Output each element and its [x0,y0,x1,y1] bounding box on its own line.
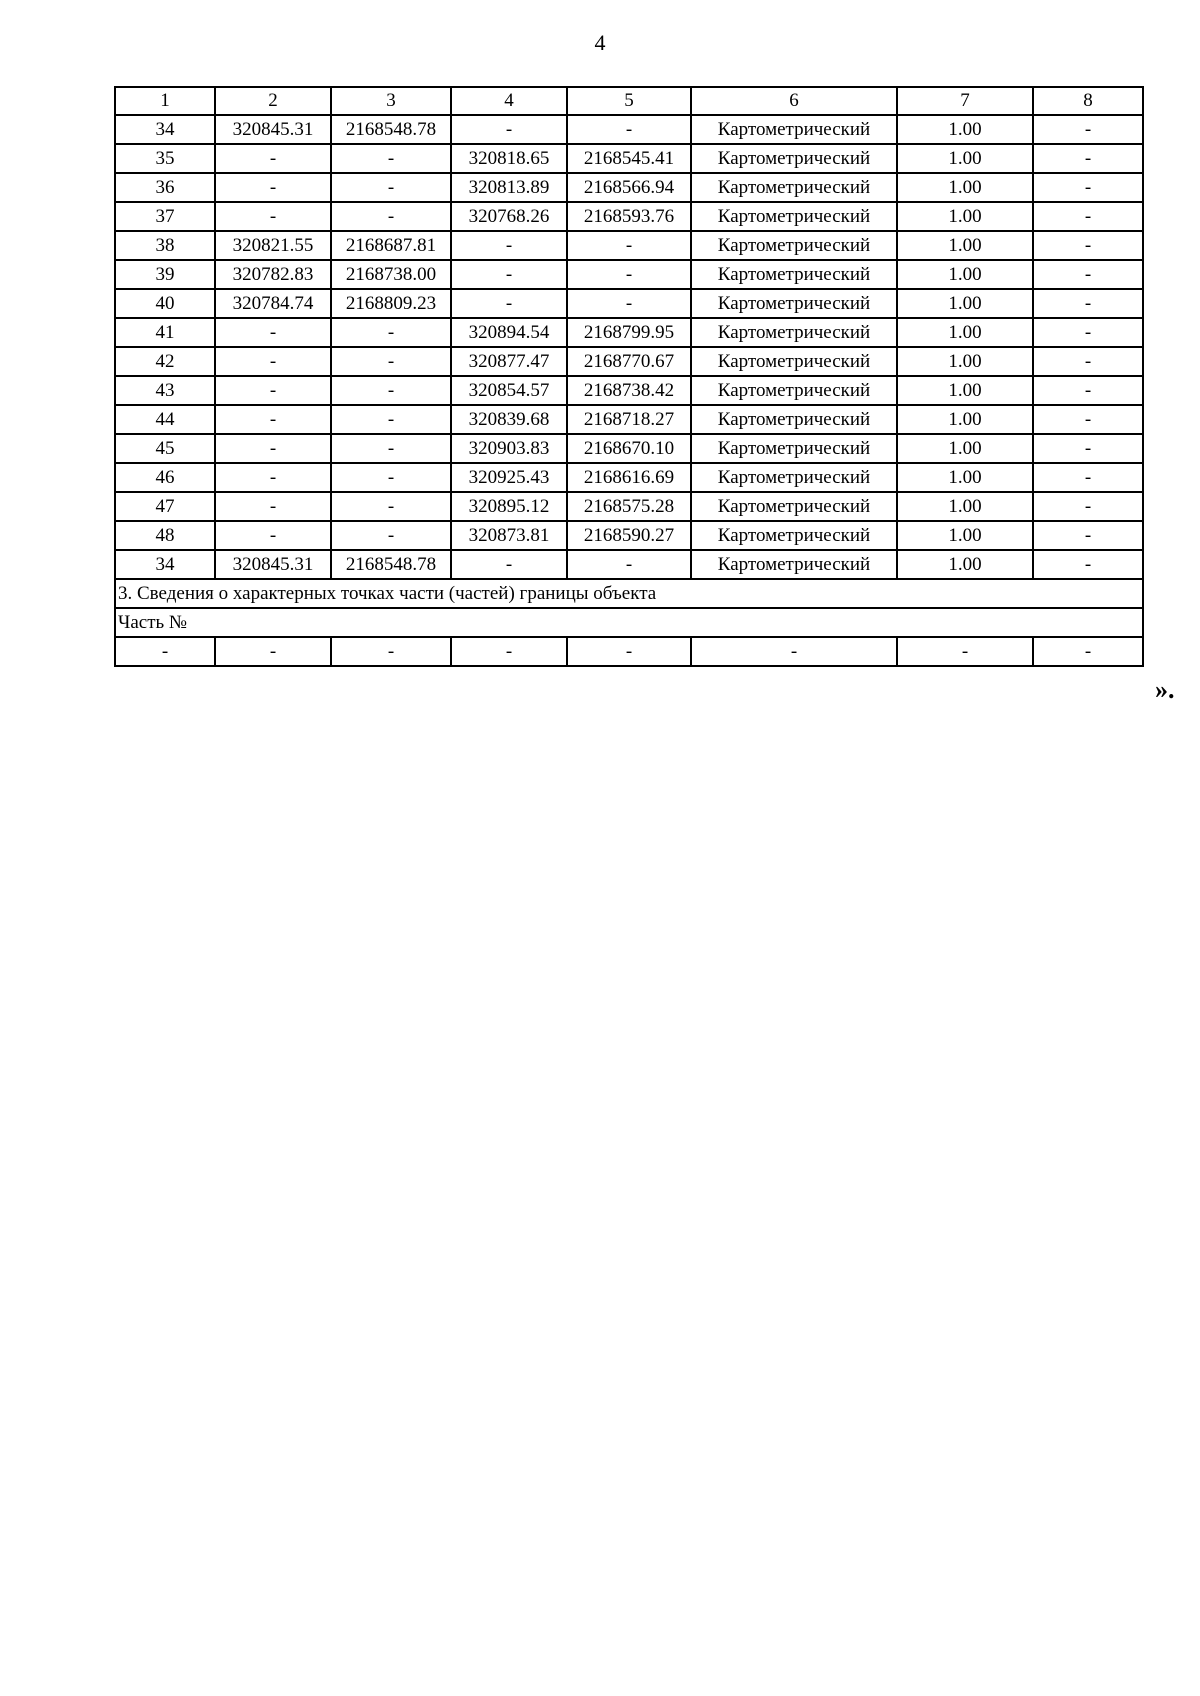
table-cell: 42 [115,347,215,376]
table-cell: - [1033,637,1143,666]
table-cell: 1.00 [897,405,1033,434]
table-cell: 34 [115,115,215,144]
table-cell: 1.00 [897,463,1033,492]
table-cell: - [331,434,451,463]
table-cell: 1.00 [897,521,1033,550]
table-cell: 2168809.23 [331,289,451,318]
table-cell: 2168566.94 [567,173,691,202]
table-cell: 1.00 [897,434,1033,463]
table-cell: Картометрический [691,260,897,289]
section-title-row [115,579,1143,608]
table-cell: - [1033,289,1143,318]
table-cell: Картометрический [691,521,897,550]
table-cell: 2168590.27 [567,521,691,550]
table-cell: Картометрический [691,173,897,202]
table-cell: - [331,521,451,550]
table-cell: 1.00 [897,318,1033,347]
table-cell: - [1033,173,1143,202]
table-cell: - [115,637,215,666]
table-cell: 2168575.28 [567,492,691,521]
table-cell: 1.00 [897,492,1033,521]
table-cell: 2168548.78 [331,115,451,144]
table-cell: Картометрический [691,492,897,521]
table-cell: - [215,405,331,434]
table-cell: - [567,260,691,289]
table-row [115,463,1143,492]
column-header: 1 [115,87,215,115]
table-cell: - [331,405,451,434]
table-row [115,173,1143,202]
table-cell: 320894.54 [451,318,567,347]
table-cell: - [451,637,567,666]
table-cell: - [451,289,567,318]
table-row [115,289,1143,318]
coordinates-table [114,86,1144,667]
table-cell: 46 [115,463,215,492]
table-cell: 320903.83 [451,434,567,463]
column-header: 6 [691,87,897,115]
table-cell: - [215,173,331,202]
table-row [115,376,1143,405]
table-cell: Картометрический [691,231,897,260]
table-row [115,434,1143,463]
table-cell: 1.00 [897,202,1033,231]
table-cell: 48 [115,521,215,550]
table-cell: - [331,376,451,405]
table-cell: - [215,637,331,666]
closing-quote: ». [1155,675,1175,704]
table-cell: Картометрический [691,318,897,347]
table-cell: - [215,434,331,463]
table-cell: 38 [115,231,215,260]
table-cell: 320854.57 [451,376,567,405]
column-header: 7 [897,87,1033,115]
table-cell: - [1033,231,1143,260]
table-cell: Картометрический [691,202,897,231]
table-cell: - [215,318,331,347]
table-cell: - [1033,202,1143,231]
table-cell: 320873.81 [451,521,567,550]
table-cell: - [451,231,567,260]
table-cell: 44 [115,405,215,434]
table-cell: 1.00 [897,347,1033,376]
table-cell: - [567,550,691,579]
table-row [115,231,1143,260]
table-cell: - [1033,463,1143,492]
table-cell: 2168718.27 [567,405,691,434]
table-cell: 1.00 [897,144,1033,173]
table-row [115,550,1143,579]
column-header: 3 [331,87,451,115]
table-cell: 320813.89 [451,173,567,202]
table-cell: 320782.83 [215,260,331,289]
table-cell: 320784.74 [215,289,331,318]
table-cell: - [567,115,691,144]
table-cell: 2168670.10 [567,434,691,463]
table-cell: - [215,347,331,376]
table-cell: 39 [115,260,215,289]
column-header: 8 [1033,87,1143,115]
table-cell: 320895.12 [451,492,567,521]
table-cell: - [331,202,451,231]
table-cell: Картометрический [691,289,897,318]
table-cell: - [567,231,691,260]
table-cell: - [331,637,451,666]
table-cell: 1.00 [897,376,1033,405]
table-cell: - [215,144,331,173]
part-label-row [115,608,1143,637]
table-cell: - [451,260,567,289]
table-row [115,492,1143,521]
table-cell: 1.00 [897,173,1033,202]
table-cell: - [331,173,451,202]
table-cell: - [331,463,451,492]
table-cell: - [331,318,451,347]
table-body [115,87,1143,666]
table-cell: 41 [115,318,215,347]
table-cell: 2168738.42 [567,376,691,405]
table-cell: - [215,376,331,405]
table-cell: - [1033,550,1143,579]
table-cell: 2168799.95 [567,318,691,347]
table-cell: Картометрический [691,434,897,463]
table-cell: - [1033,376,1143,405]
table-cell: - [451,115,567,144]
table-cell: - [1033,434,1143,463]
table-cell: 320768.26 [451,202,567,231]
table-cell: - [1033,318,1143,347]
table-cell: 2168545.41 [567,144,691,173]
table-cell: - [331,347,451,376]
table-cell: 2168738.00 [331,260,451,289]
table-row [115,144,1143,173]
header-row [115,87,1143,115]
table-cell: 320818.65 [451,144,567,173]
table-cell: 1.00 [897,231,1033,260]
table-cell: - [1033,260,1143,289]
table-cell: 2168687.81 [331,231,451,260]
table-cell: Картометрический [691,550,897,579]
table-cell: - [215,463,331,492]
section-title: 3. Сведения о характерных точках части (частей) границы объекта [115,579,1143,608]
table-cell: 1.00 [897,550,1033,579]
table-row [115,405,1143,434]
table-row [115,115,1143,144]
table-cell: 35 [115,144,215,173]
page-number: 4 [594,30,606,55]
table-cell: 1.00 [897,115,1033,144]
table-cell: - [691,637,897,666]
part-label: Часть № [115,608,1143,637]
table-cell: 37 [115,202,215,231]
table-row [115,347,1143,376]
table-cell: - [331,492,451,521]
table-cell: 40 [115,289,215,318]
table-cell: - [1033,492,1143,521]
column-header: 4 [451,87,567,115]
table-cell: 1.00 [897,260,1033,289]
table-cell: 320877.47 [451,347,567,376]
empty-part-row [115,637,1143,666]
table-cell: - [1033,115,1143,144]
table-cell: Картометрический [691,115,897,144]
table-cell: - [215,492,331,521]
table-cell: 45 [115,434,215,463]
table-cell: 1.00 [897,289,1033,318]
table-cell: 43 [115,376,215,405]
table-cell: - [1033,144,1143,173]
table-cell: Картометрический [691,347,897,376]
table-cell: - [215,202,331,231]
table-cell: - [567,637,691,666]
table-cell: - [451,550,567,579]
table-row [115,202,1143,231]
table-cell: 320839.68 [451,405,567,434]
table-cell: - [567,289,691,318]
table-cell: 34 [115,550,215,579]
table-row [115,260,1143,289]
table-cell: Картометрический [691,376,897,405]
table-cell: - [215,521,331,550]
table-cell: Картометрический [691,405,897,434]
column-header: 2 [215,87,331,115]
table-cell: 320925.43 [451,463,567,492]
table-cell: - [331,144,451,173]
table-cell: - [1033,521,1143,550]
table-cell: 2168548.78 [331,550,451,579]
table-cell: 2168770.67 [567,347,691,376]
table-cell: - [1033,347,1143,376]
table-cell: - [897,637,1033,666]
table-cell: 2168616.69 [567,463,691,492]
table-row [115,521,1143,550]
table-cell: 47 [115,492,215,521]
table-cell: Картометрический [691,463,897,492]
table-cell: 320845.31 [215,550,331,579]
table-cell: 320821.55 [215,231,331,260]
table-cell: 36 [115,173,215,202]
table-cell: Картометрический [691,144,897,173]
table-row [115,318,1143,347]
column-header: 5 [567,87,691,115]
table-cell: 320845.31 [215,115,331,144]
table-cell: 2168593.76 [567,202,691,231]
table-cell: - [1033,405,1143,434]
